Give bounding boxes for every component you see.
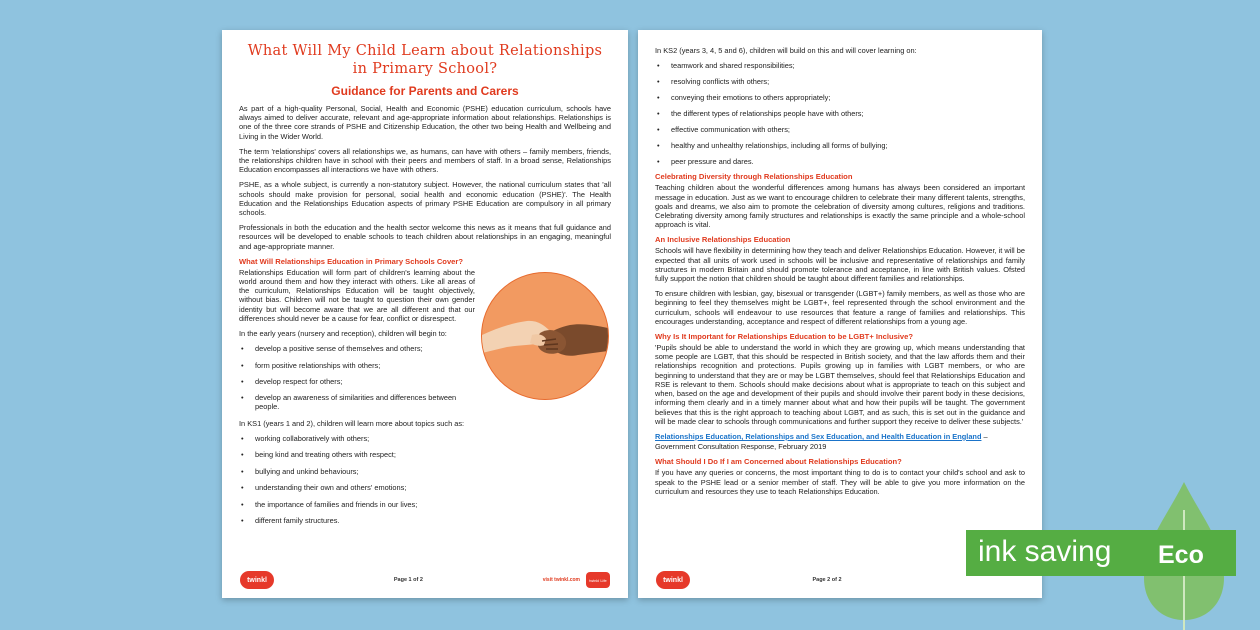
list-item: • healthy and unhealthy relationships, including all forms of bullying;: [655, 141, 1025, 150]
inclusive-paragraph-2: To ensure children with lesbian, gay, bisexual or transgender (LGBT+) family members, as well as those who are beginning to feel they themselves might be LGBT+, feel represented through the school environment and the curriculum, schools will endeavour to use resources that feature a range of families and relationships. This encourages understanding, acceptance and respect of different relationships from a young age.: [655, 289, 1025, 326]
list-item: • resolving conflicts with others;: [655, 77, 1025, 86]
guidance-link[interactable]: Relationships Education, Relationships and Sex Education, and Health Education in England: [655, 431, 982, 441]
twinkl-logo: twinkl: [240, 571, 274, 589]
ink-saving-label: ink saving: [978, 535, 1112, 568]
list-item: • the different types of relationships people have with others;: [655, 109, 1025, 118]
intro-paragraph-2: The term 'relationships' covers all relationships we, as humans, can have with others – family members, friends, the relationships children have in school with their peers and members of staff. In a broad sense, Relationships Education encompasses all interactions we have with others.: [239, 146, 611, 175]
twinkl-life-logo: twinkl Life: [586, 572, 610, 588]
list-item: • develop a positive sense of themselves and others;: [239, 344, 611, 353]
list-item: • different family structures.: [239, 516, 611, 525]
list-item: • conveying their emotions to others appropriately;: [655, 93, 1025, 102]
list-item: • peer pressure and dares.: [655, 157, 1025, 166]
ks2-intro: In KS2 (years 3, 4, 5 and 6), children will build on this and will cover learning on:: [655, 46, 917, 55]
intro-paragraph-4: Professionals in both the education and the health sector welcome this news as it means that full guidance and resources will be developed to enable schools to teach children about relationships in an engaging, meaningful and age-appropriate manner.: [239, 223, 611, 251]
list-item: • develop respect for others;: [239, 377, 611, 386]
document-page-1: [222, 30, 628, 598]
concern-heading: What Should I Do If I am Concerned about Relationships Education?: [655, 457, 902, 467]
page-number: Page 2 of 2: [812, 577, 842, 583]
source-line: [655, 432, 1025, 441]
concern-paragraph: If you have any queries or concerns, the most important thing to do is to contact your child's school and ask to speak to the PSHE lead or a senior member of staff. They will be able to give you more information on the curriculum and resources they use to teach Relationships Education.: [655, 468, 1025, 496]
link-suffix: –: [981, 431, 988, 441]
inclusive-paragraph-1: Schools will have flexibility in determining how they teach and deliver Relationships Education. However, it will be expected that all units of work used in schools will be inclusive and representative of relationships and family structures in modern Britain and should promote tolerance and acceptance, in line with British values. Ofsted fully support the notion that children should be taught about different families and relationships.: [655, 246, 1025, 284]
page-1-content: [239, 40, 611, 568]
intro-paragraph-1: As part of a high-quality Personal, Social, Health and Economic (PSHE) education curriculum, schools have always aimed to deliver accurate, relevant and age-appropriate information about relationships. Relationships is one of the three core strands of PSHE and Citizenship Education, the other two being Health and Wellbeing and Living in the Wider World.: [239, 104, 611, 141]
lgbt-heading: Why Is It Important for Relationships Education to be LGBT+ Inclusive?: [655, 332, 913, 342]
diversity-heading: Celebrating Diversity through Relationships Education: [655, 172, 853, 182]
list-item: • form positive relationships with others;: [239, 361, 611, 370]
source-text: Government Consultation Response, February 2019: [655, 442, 827, 452]
eco-label: Eco: [1158, 541, 1204, 569]
list-item: • bullying and unkind behaviours;: [239, 467, 611, 476]
list-item: • the importance of families and friends in our lives;: [239, 500, 611, 509]
diversity-paragraph: Teaching children about the wonderful differences among humans has always been considered an important message in education. Just as we want to encourage children to celebrate their many different talents, strengths, goals and dreams, we also aim to promote the celebration of diversity among cultures, religions and traditions. Celebrating diversity among family structures and relationships is exactly the same principle and a whole-school approach is vital.: [655, 183, 1025, 230]
inclusive-heading: An Inclusive Relationships Education: [655, 235, 791, 245]
list-item: • effective communication with others;: [655, 125, 1025, 134]
intro-paragraph-3: PSHE, as a whole subject, is currently a non-statutory subject. However, the national curriculum states that 'all schools should make provision for personal, social health and economic education (PSHE)'. The Health Education and the Relationships Education aspects of primary PSHE Education are compulsory in all primary schools.: [239, 180, 611, 218]
ks1-intro: In KS1 (years 1 and 2), children will learn more about topics such as:: [239, 418, 465, 428]
document-title: What Will My Child Learn about Relationships in Primary School?: [247, 43, 603, 77]
lgbt-quote: 'Pupils should be able to understand the world in which they are growing up, which means understanding that some people are LGBT, that this should be respected in British society, and that the law affords them and their relationships recognition and protections. Pupils growing up in families with LGBT members, or who are beginning to understand that they are or may be LGBT themselves, should feel that Relationships Education and RSE is relevant to them. Schools should make decisions about what is appropriate to teach on this subject and when, based on the age and development of their pupils and should involve their parent body in these decisions, informing them clearly and in a timely manner about what and how their pupils will be taught. The government believes that this is the right approach to teaching about LGBT, and as such, this is set out in the guidance and will be made clear to schools through communications and further support they receive to deliver these subjects.': [655, 343, 1025, 426]
list-item: • teamwork and shared responsibilities;: [655, 61, 1025, 70]
twinkl-logo: twinkl: [656, 571, 690, 589]
page-1-footer: [240, 570, 610, 590]
list-item: • understanding their own and others' emotions;: [239, 483, 611, 492]
list-item: • develop an awareness of similarities and differences between people.: [239, 393, 611, 411]
document-subtitle: Guidance for Parents and Carers: [331, 84, 519, 98]
cover-heading: What Will Relationships Education in Primary Schools Cover?: [239, 256, 463, 266]
early-years-intro: In the early years (nursery and reception), children will begin to:: [239, 329, 447, 339]
list-item: • being kind and treating others with respect;: [239, 450, 611, 459]
site-url[interactable]: visit twinkl.com: [542, 577, 580, 583]
cover-paragraph: Relationships Education will form part of children's learning about the world around them and how they interact with others. Like all areas of the curriculum, Relationships Education will be taught objectively, without bias. Children will not be taught to question their own gender identity but will become aware that we are all different and that our differences should never be a cause for fear, conflict or disrespect.: [239, 267, 475, 323]
page-number: Page 1 of 2: [393, 577, 423, 583]
list-item: • working collaboratively with others;: [239, 434, 611, 443]
ink-saving-badge: [966, 480, 1260, 630]
ks2-list: [655, 61, 1025, 165]
ks1-list: [239, 434, 611, 525]
